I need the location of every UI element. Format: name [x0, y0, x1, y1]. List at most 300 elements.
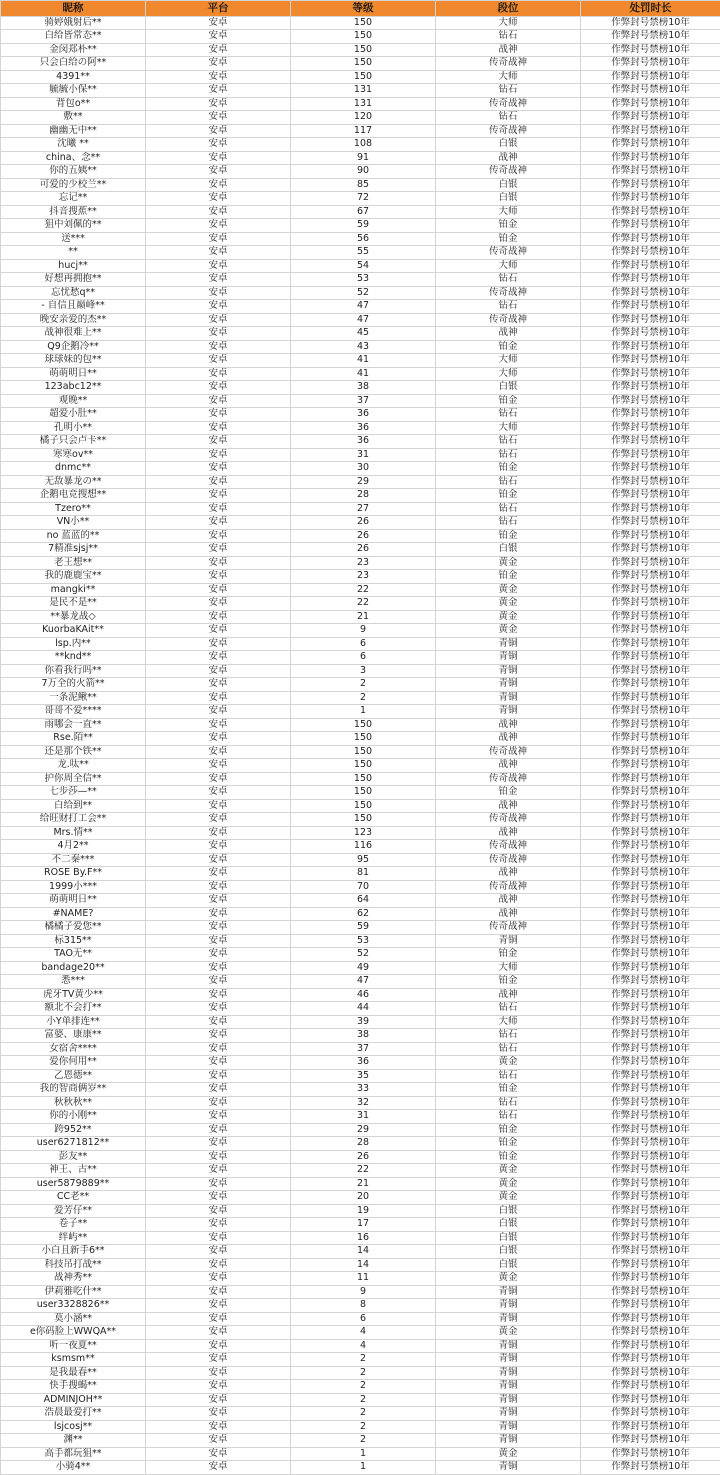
cell-level: 81	[291, 867, 436, 881]
cell-nickname: 卷子**	[1, 1218, 146, 1232]
cell-penalty: 作弊封号禁榜10年	[581, 1029, 720, 1043]
cell-level: 85	[291, 178, 436, 192]
cell-platform: 安卓	[146, 556, 291, 570]
cell-platform: 安卓	[146, 961, 291, 975]
cell-penalty: 作弊封号禁榜10年	[581, 907, 720, 921]
cell-penalty: 作弊封号禁榜10年	[581, 732, 720, 746]
table-row	[1, 1434, 720, 1448]
cell-level: 22	[291, 597, 436, 611]
cell-rank: 黄金	[436, 556, 581, 570]
cell-platform: 安卓	[146, 1326, 291, 1340]
cell-level: 150	[291, 718, 436, 732]
cell-level: 2	[291, 1420, 436, 1434]
cell-level: 150	[291, 799, 436, 813]
table-row	[1, 43, 720, 57]
cell-level: 1	[291, 1447, 436, 1461]
cell-platform: 安卓	[146, 543, 291, 557]
cell-level: 64	[291, 894, 436, 908]
table-row	[1, 273, 720, 287]
cell-nickname: 听一夜夏**	[1, 1339, 146, 1353]
cell-rank: 大师	[436, 259, 581, 273]
table-row	[1, 57, 720, 71]
cell-penalty: 作弊封号禁榜10年	[581, 313, 720, 327]
cell-penalty: 作弊封号禁榜10年	[581, 421, 720, 435]
cell-penalty: 作弊封号禁榜10年	[581, 786, 720, 800]
cell-nickname: 快手搜蝎**	[1, 1380, 146, 1394]
cell-penalty: 作弊封号禁榜10年	[581, 894, 720, 908]
cell-penalty: 作弊封号禁榜10年	[581, 1015, 720, 1029]
cell-penalty: 作弊封号禁榜10年	[581, 1326, 720, 1340]
cell-rank: 战神	[436, 759, 581, 773]
cell-rank: 钻石	[436, 475, 581, 489]
cell-rank: 青铜	[436, 1461, 581, 1475]
cell-rank: 钻石	[436, 502, 581, 516]
cell-rank: 大师	[436, 961, 581, 975]
cell-nickname: 标315**	[1, 934, 146, 948]
cell-rank: 青铜	[436, 1420, 581, 1434]
cell-rank: 钻石	[436, 1069, 581, 1083]
cell-platform: 安卓	[146, 759, 291, 773]
cell-rank: 铂金	[436, 340, 581, 354]
cell-level: 2	[291, 691, 436, 705]
cell-level: 35	[291, 1069, 436, 1083]
cell-nickname: 战神很难上**	[1, 327, 146, 341]
table-row	[1, 205, 720, 219]
table-row	[1, 705, 720, 719]
cell-platform: 安卓	[146, 610, 291, 624]
cell-nickname: 是我最春**	[1, 1366, 146, 1380]
cell-level: 23	[291, 570, 436, 584]
cell-penalty: 作弊封号禁榜10年	[581, 853, 720, 867]
cell-platform: 安卓	[146, 394, 291, 408]
cell-platform: 安卓	[146, 313, 291, 327]
cell-rank: 战神	[436, 151, 581, 165]
cell-level: 26	[291, 529, 436, 543]
cell-level: 108	[291, 138, 436, 152]
cell-nickname: 龙.呔**	[1, 759, 146, 773]
cell-penalty: 作弊封号禁榜10年	[581, 124, 720, 138]
cell-platform: 安卓	[146, 165, 291, 179]
cell-rank: 青铜	[436, 664, 581, 678]
header-platform: 平台	[146, 1, 291, 17]
cell-nickname: 战神秀**	[1, 1272, 146, 1286]
cell-rank: 青铜	[436, 1285, 581, 1299]
cell-level: 54	[291, 259, 436, 273]
table-row	[1, 1056, 720, 1070]
cell-nickname: 神王、古**	[1, 1164, 146, 1178]
cell-nickname: 7精准sjsj**	[1, 543, 146, 557]
cell-platform: 安卓	[146, 178, 291, 192]
cell-penalty: 作弊封号禁榜10年	[581, 988, 720, 1002]
cell-platform: 安卓	[146, 907, 291, 921]
cell-platform: 安卓	[146, 1420, 291, 1434]
cell-penalty: 作弊封号禁榜10年	[581, 1366, 720, 1380]
cell-penalty: 作弊封号禁榜10年	[581, 637, 720, 651]
cell-nickname: 4月2**	[1, 840, 146, 854]
cell-platform: 安卓	[146, 1285, 291, 1299]
cell-rank: 铂金	[436, 570, 581, 584]
cell-penalty: 作弊封号禁榜10年	[581, 948, 720, 962]
cell-platform: 安卓	[146, 1177, 291, 1191]
cell-platform: 安卓	[146, 340, 291, 354]
cell-platform: 安卓	[146, 975, 291, 989]
cell-rank: 白银	[436, 138, 581, 152]
cell-platform: 安卓	[146, 138, 291, 152]
cell-nickname: 1999小***	[1, 880, 146, 894]
cell-penalty: 作弊封号禁榜10年	[581, 178, 720, 192]
cell-rank: 钻石	[436, 1042, 581, 1056]
cell-level: 4	[291, 1339, 436, 1353]
cell-platform: 安卓	[146, 1069, 291, 1083]
cell-level: 150	[291, 813, 436, 827]
cell-level: 6	[291, 651, 436, 665]
cell-penalty: 作弊封号禁榜10年	[581, 840, 720, 854]
cell-platform: 安卓	[146, 462, 291, 476]
cell-penalty: 作弊封号禁榜10年	[581, 327, 720, 341]
cell-rank: 青铜	[436, 1366, 581, 1380]
cell-rank: 战神	[436, 327, 581, 341]
cell-platform: 安卓	[146, 826, 291, 840]
cell-nickname: 123abc12**	[1, 381, 146, 395]
cell-rank: 白银	[436, 178, 581, 192]
cell-level: 6	[291, 1312, 436, 1326]
cell-penalty: 作弊封号禁榜10年	[581, 97, 720, 111]
cell-platform: 安卓	[146, 232, 291, 246]
cell-platform: 安卓	[146, 840, 291, 854]
cell-nickname: 晚安亲爱的杰**	[1, 313, 146, 327]
cell-level: 49	[291, 961, 436, 975]
cell-penalty: 作弊封号禁榜10年	[581, 1258, 720, 1272]
cell-level: 2	[291, 678, 436, 692]
cell-penalty: 作弊封号禁榜10年	[581, 381, 720, 395]
cell-penalty: 作弊封号禁榜10年	[581, 1110, 720, 1124]
cell-nickname: 还是那个铁**	[1, 745, 146, 759]
table-row	[1, 124, 720, 138]
table-row	[1, 138, 720, 152]
cell-nickname: user5879889**	[1, 1177, 146, 1191]
cell-penalty: 作弊封号禁榜10年	[581, 354, 720, 368]
cell-level: 150	[291, 759, 436, 773]
cell-rank: 黄金	[436, 1177, 581, 1191]
cell-level: 62	[291, 907, 436, 921]
cell-nickname: 忘记**	[1, 192, 146, 206]
cell-penalty: 作弊封号禁榜10年	[581, 246, 720, 260]
cell-level: 131	[291, 97, 436, 111]
cell-nickname: 狙中刘佩的**	[1, 219, 146, 233]
cell-rank: 铂金	[436, 462, 581, 476]
cell-penalty: 作弊封号禁榜10年	[581, 367, 720, 381]
table-row	[1, 718, 720, 732]
cell-level: 36	[291, 435, 436, 449]
table-row	[1, 300, 720, 314]
cell-platform: 安卓	[146, 1339, 291, 1353]
cell-nickname: 只会白给の阿**	[1, 57, 146, 71]
table-row	[1, 165, 720, 179]
cell-rank: 铂金	[436, 1083, 581, 1097]
header-rank: 段位	[436, 1, 581, 17]
cell-rank: 传奇战神	[436, 813, 581, 827]
cell-nickname: 橘橘子爱您**	[1, 921, 146, 935]
cell-nickname: lsjcosj**	[1, 1420, 146, 1434]
cell-rank: 黄金	[436, 1164, 581, 1178]
cell-platform: 安卓	[146, 1393, 291, 1407]
table-row	[1, 732, 720, 746]
cell-rank: 铂金	[436, 948, 581, 962]
table-row	[1, 1407, 720, 1421]
cell-platform: 安卓	[146, 1015, 291, 1029]
table-row	[1, 1245, 720, 1259]
cell-platform: 安卓	[146, 273, 291, 287]
cell-rank: 大师	[436, 421, 581, 435]
cell-rank: 传奇战神	[436, 286, 581, 300]
cell-penalty: 作弊封号禁榜10年	[581, 70, 720, 84]
cell-rank: 青铜	[436, 1312, 581, 1326]
cell-nickname: 送***	[1, 232, 146, 246]
cell-penalty: 作弊封号禁榜10年	[581, 772, 720, 786]
cell-platform: 安卓	[146, 151, 291, 165]
cell-penalty: 作弊封号禁榜10年	[581, 1137, 720, 1151]
cell-nickname: 7万全的火箭**	[1, 678, 146, 692]
cell-level: 26	[291, 516, 436, 530]
cell-penalty: 作弊封号禁榜10年	[581, 1447, 720, 1461]
cell-level: 150	[291, 786, 436, 800]
cell-nickname: china、念**	[1, 151, 146, 165]
cell-level: 120	[291, 111, 436, 125]
cell-rank: 白银	[436, 543, 581, 557]
table-row	[1, 867, 720, 881]
cell-platform: 安卓	[146, 1312, 291, 1326]
cell-penalty: 作弊封号禁榜10年	[581, 1420, 720, 1434]
cell-rank: 青铜	[436, 651, 581, 665]
cell-rank: 白银	[436, 1218, 581, 1232]
cell-level: 33	[291, 1083, 436, 1097]
cell-rank: 战神	[436, 799, 581, 813]
cell-nickname: 抖音搜蕉**	[1, 205, 146, 219]
cell-nickname: 我的智商俩岁**	[1, 1083, 146, 1097]
cell-platform: 安卓	[146, 1299, 291, 1313]
cell-penalty: 作弊封号禁榜10年	[581, 880, 720, 894]
table-row	[1, 948, 720, 962]
cell-penalty: 作弊封号禁榜10年	[581, 57, 720, 71]
cell-level: 28	[291, 489, 436, 503]
cell-rank: 青铜	[436, 1353, 581, 1367]
cell-nickname: Mrs.情**	[1, 826, 146, 840]
cell-platform: 安卓	[146, 921, 291, 935]
cell-platform: 安卓	[146, 43, 291, 57]
header-row	[1, 1, 720, 17]
table-row	[1, 1204, 720, 1218]
cell-level: 2	[291, 1407, 436, 1421]
cell-nickname: Tzero**	[1, 502, 146, 516]
cell-penalty: 作弊封号禁榜10年	[581, 1299, 720, 1313]
cell-level: 41	[291, 354, 436, 368]
cell-nickname: #NAME?	[1, 907, 146, 921]
cell-platform: 安卓	[146, 664, 291, 678]
cell-platform: 安卓	[146, 286, 291, 300]
cell-penalty: 作弊封号禁榜10年	[581, 1312, 720, 1326]
cell-level: 2	[291, 1366, 436, 1380]
cell-penalty: 作弊封号禁榜10年	[581, 84, 720, 98]
cell-platform: 安卓	[146, 111, 291, 125]
table-row	[1, 570, 720, 584]
cell-rank: 战神	[436, 988, 581, 1002]
cell-nickname: 观晚**	[1, 394, 146, 408]
cell-level: 31	[291, 448, 436, 462]
cell-platform: 安卓	[146, 327, 291, 341]
cell-nickname: 爱你何用**	[1, 1056, 146, 1070]
cell-platform: 安卓	[146, 1056, 291, 1070]
cell-penalty: 作弊封号禁榜10年	[581, 1380, 720, 1394]
cell-nickname: 企鹅电竞搜想**	[1, 489, 146, 503]
cell-platform: 安卓	[146, 1245, 291, 1259]
cell-rank: 白银	[436, 1204, 581, 1218]
table-row	[1, 1069, 720, 1083]
cell-level: 131	[291, 84, 436, 98]
cell-platform: 安卓	[146, 1002, 291, 1016]
cell-rank: 钻石	[436, 30, 581, 44]
cell-level: 6	[291, 637, 436, 651]
cell-nickname: Q9企鹅冷**	[1, 340, 146, 354]
table-row	[1, 340, 720, 354]
cell-platform: 安卓	[146, 732, 291, 746]
table-row	[1, 354, 720, 368]
cell-rank: 青铜	[436, 1434, 581, 1448]
cell-platform: 安卓	[146, 16, 291, 30]
cell-level: 43	[291, 340, 436, 354]
cell-platform: 安卓	[146, 1447, 291, 1461]
cell-nickname: 不二秦***	[1, 853, 146, 867]
table-row	[1, 70, 720, 84]
table-row	[1, 259, 720, 273]
cell-platform: 安卓	[146, 678, 291, 692]
cell-level: 1	[291, 705, 436, 719]
cell-platform: 安卓	[146, 691, 291, 705]
cell-level: 38	[291, 1029, 436, 1043]
cell-penalty: 作弊封号禁榜10年	[581, 232, 720, 246]
cell-level: 22	[291, 583, 436, 597]
table-row	[1, 529, 720, 543]
cell-penalty: 作弊封号禁榜10年	[581, 394, 720, 408]
cell-platform: 安卓	[146, 57, 291, 71]
cell-level: 2	[291, 1434, 436, 1448]
cell-penalty: 作弊封号禁榜10年	[581, 921, 720, 935]
table-row	[1, 30, 720, 44]
table-row	[1, 745, 720, 759]
cell-rank: 传奇战神	[436, 246, 581, 260]
cell-level: 150	[291, 772, 436, 786]
table-row	[1, 1299, 720, 1313]
cell-rank: 黄金	[436, 583, 581, 597]
cell-platform: 安卓	[146, 421, 291, 435]
cell-penalty: 作弊封号禁榜10年	[581, 1285, 720, 1299]
cell-platform: 安卓	[146, 84, 291, 98]
table-row	[1, 286, 720, 300]
cell-platform: 安卓	[146, 894, 291, 908]
cell-level: 9	[291, 624, 436, 638]
cell-rank: 青铜	[436, 1339, 581, 1353]
table-row	[1, 1339, 720, 1353]
cell-platform: 安卓	[146, 624, 291, 638]
cell-rank: 青铜	[436, 637, 581, 651]
cell-platform: 安卓	[146, 880, 291, 894]
cell-platform: 安卓	[146, 651, 291, 665]
cell-penalty: 作弊封号禁榜10年	[581, 151, 720, 165]
table-row	[1, 772, 720, 786]
cell-rank: 黄金	[436, 1326, 581, 1340]
cell-nickname: 高手都玩狙**	[1, 1447, 146, 1461]
cell-rank: 黄金	[436, 1191, 581, 1205]
header-nickname: 昵称	[1, 1, 146, 17]
cell-nickname: 科技吊打战**	[1, 1258, 146, 1272]
table-row	[1, 97, 720, 111]
cell-penalty: 作弊封号禁榜10年	[581, 1218, 720, 1232]
table-row	[1, 1447, 720, 1461]
cell-nickname: 沈曦 **	[1, 138, 146, 152]
table-row	[1, 975, 720, 989]
table-row	[1, 556, 720, 570]
cell-rank: 钻石	[436, 84, 581, 98]
cell-nickname: 一条泥鳅**	[1, 691, 146, 705]
table-row	[1, 597, 720, 611]
cell-penalty: 作弊封号禁榜10年	[581, 1461, 720, 1475]
table-row	[1, 502, 720, 516]
cell-platform: 安卓	[146, 259, 291, 273]
table-row	[1, 489, 720, 503]
cell-platform: 安卓	[146, 502, 291, 516]
cell-platform: 安卓	[146, 529, 291, 543]
table-row	[1, 421, 720, 435]
cell-rank: 黄金	[436, 1447, 581, 1461]
table-row	[1, 1123, 720, 1137]
cell-nickname: 可爱的少校兰**	[1, 178, 146, 192]
cell-level: 16	[291, 1231, 436, 1245]
table-row	[1, 543, 720, 557]
cell-rank: 青铜	[436, 1407, 581, 1421]
cell-penalty: 作弊封号禁榜10年	[581, 799, 720, 813]
table-row	[1, 192, 720, 206]
cell-penalty: 作弊封号禁榜10年	[581, 138, 720, 152]
cell-nickname: 浩晨最爱打**	[1, 1407, 146, 1421]
table-row	[1, 826, 720, 840]
cell-rank: 铂金	[436, 489, 581, 503]
cell-level: 150	[291, 70, 436, 84]
cell-penalty: 作弊封号禁榜10年	[581, 30, 720, 44]
cell-rank: 战神	[436, 732, 581, 746]
cell-nickname: 4391**	[1, 70, 146, 84]
cell-nickname: **暴龙战◇	[1, 610, 146, 624]
cell-platform: 安卓	[146, 583, 291, 597]
cell-penalty: 作弊封号禁榜10年	[581, 1434, 720, 1448]
cell-nickname: **	[1, 246, 146, 260]
cell-platform: 安卓	[146, 988, 291, 1002]
cell-penalty: 作弊封号禁榜10年	[581, 1407, 720, 1421]
cell-platform: 安卓	[146, 1164, 291, 1178]
cell-penalty: 作弊封号禁榜10年	[581, 1096, 720, 1110]
cell-rank: 钻石	[436, 435, 581, 449]
cell-platform: 安卓	[146, 637, 291, 651]
cell-level: 150	[291, 57, 436, 71]
cell-nickname: bandage20**	[1, 961, 146, 975]
cell-level: 37	[291, 1042, 436, 1056]
cell-level: 150	[291, 732, 436, 746]
table-row	[1, 1326, 720, 1340]
cell-rank: 传奇战神	[436, 921, 581, 935]
cell-rank: 铂金	[436, 1137, 581, 1151]
cell-penalty: 作弊封号禁榜10年	[581, 583, 720, 597]
cell-nickname: 秋秋秋**	[1, 1096, 146, 1110]
cell-level: 95	[291, 853, 436, 867]
table-row	[1, 1015, 720, 1029]
